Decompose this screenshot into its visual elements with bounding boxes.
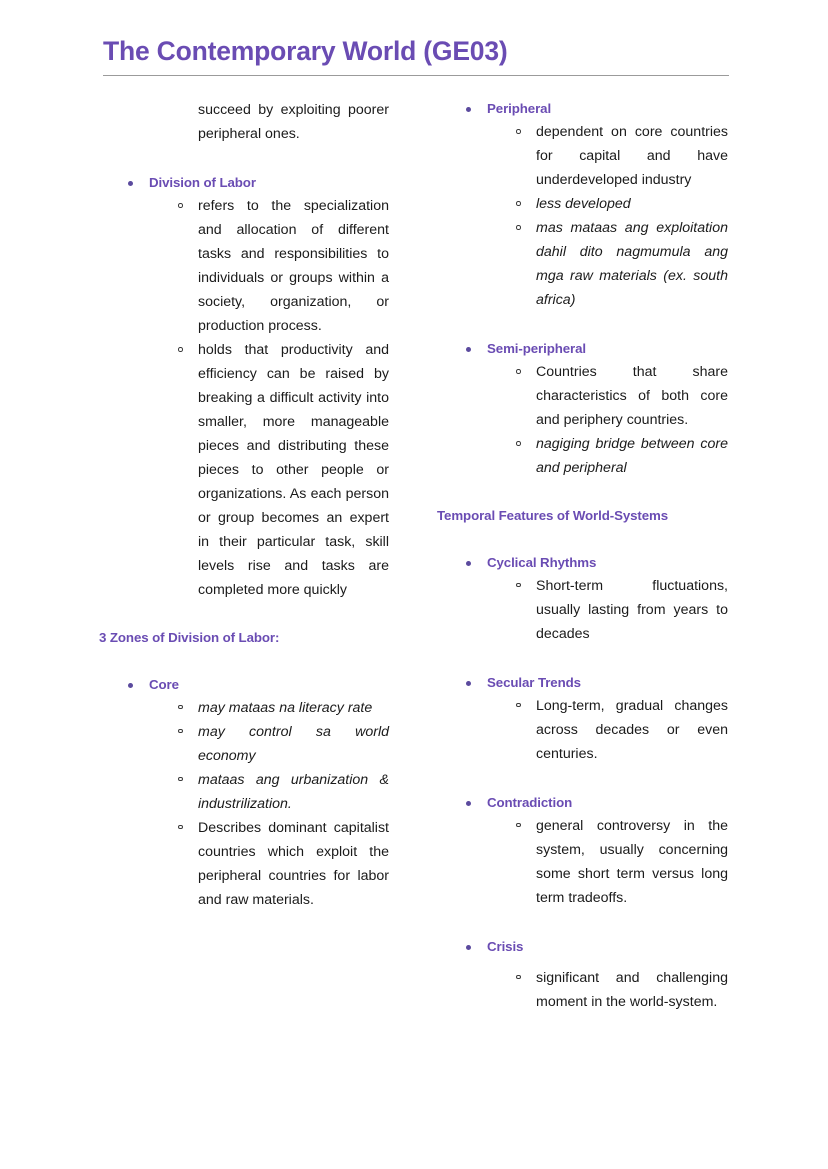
filled-bullet-icon xyxy=(466,801,471,806)
list-item xyxy=(99,194,389,338)
content-columns xyxy=(0,98,828,1014)
spacer xyxy=(99,648,389,674)
title-divider xyxy=(103,75,729,76)
hollow-bullet-icon xyxy=(178,705,183,710)
list-item-text: Long-term, gradual changes across decades or even centuries. xyxy=(536,697,728,762)
spacer xyxy=(99,146,389,172)
list-item xyxy=(437,120,728,192)
list-item-division-of-labor xyxy=(99,172,389,194)
spacer xyxy=(99,602,389,628)
page-title: The Contemporary World (GE03) xyxy=(103,36,508,66)
list-item-cyclical-rhythms xyxy=(437,552,728,574)
list-item-text: mataas ang urbanization & industrilization. xyxy=(198,771,389,812)
spacer xyxy=(437,480,728,506)
list-item xyxy=(99,696,389,720)
list-item xyxy=(437,216,728,312)
list-item-semi-peripheral xyxy=(437,338,728,360)
list-item-text: Describes dominant capitalist countries which exploit the peripheral countries for labor and raw materials. xyxy=(198,819,389,908)
list-item-label: Cyclical Rhythms xyxy=(487,554,597,570)
hollow-bullet-icon xyxy=(516,703,521,708)
section-heading-zones: 3 Zones of Division of Labor: xyxy=(99,630,280,645)
right-column xyxy=(414,98,828,1014)
hollow-bullet-icon xyxy=(516,975,521,980)
filled-bullet-icon xyxy=(466,945,471,950)
list-item-text: general controversy in the system, usually concerning some short term versus long term tradeoffs. xyxy=(536,817,728,906)
hollow-bullet-icon xyxy=(178,347,183,352)
hollow-bullet-icon xyxy=(516,225,521,230)
list-item-label: Crisis xyxy=(487,938,524,954)
hollow-bullet-icon xyxy=(516,201,521,206)
spacer xyxy=(437,526,728,552)
hollow-bullet-icon xyxy=(178,203,183,208)
hollow-bullet-icon xyxy=(516,369,521,374)
left-column xyxy=(0,98,414,1014)
list-item xyxy=(99,816,389,912)
hollow-bullet-icon xyxy=(178,777,183,782)
filled-bullet-icon xyxy=(128,683,133,688)
list-item-text: refers to the specialization and allocation of different tasks and responsibilities to individuals or groups within a society, organization, or production process. xyxy=(198,198,389,334)
filled-bullet-icon xyxy=(466,561,471,566)
list-item-label: Contradiction xyxy=(487,794,573,810)
list-item-label: Secular Trends xyxy=(487,674,581,690)
list-item-text: may control sa world economy xyxy=(198,723,389,764)
hollow-bullet-icon xyxy=(516,823,521,828)
list-item xyxy=(437,966,728,1014)
list-item-text: may mataas na literacy rate xyxy=(198,699,373,716)
filled-bullet-icon xyxy=(466,107,471,112)
spacer xyxy=(437,910,728,936)
list-item-label: Semi-peripheral xyxy=(487,341,586,356)
list-item xyxy=(99,768,389,816)
list-item xyxy=(437,432,728,480)
hollow-bullet-icon xyxy=(516,129,521,134)
list-item-label: Division of Labor xyxy=(149,175,256,190)
list-item xyxy=(99,720,389,768)
list-item-core xyxy=(99,674,389,696)
filled-bullet-icon xyxy=(128,181,133,186)
list-item-text: significant and challenging moment in the world-system. xyxy=(536,969,728,1010)
list-item-secular-trends xyxy=(437,672,728,694)
list-item-label: Core xyxy=(149,676,179,692)
section-heading-temporal-features: Temporal Features of World-Systems xyxy=(437,508,669,523)
filled-bullet-icon xyxy=(466,681,471,686)
spacer xyxy=(437,312,728,338)
document-header xyxy=(103,36,729,76)
hollow-bullet-icon xyxy=(178,825,183,830)
list-item-label: Peripheral xyxy=(487,101,552,116)
list-item xyxy=(437,574,728,646)
spacer xyxy=(437,646,728,672)
list-item xyxy=(437,360,728,432)
continuation-paragraph: succeed by exploiting poorer peripheral ones. xyxy=(198,102,389,142)
list-item xyxy=(437,192,728,216)
list-item-peripheral xyxy=(437,98,728,120)
spacer xyxy=(437,766,728,792)
list-item-text: Countries that share characteristics of both core and periphery countries. xyxy=(536,364,728,428)
list-item xyxy=(437,694,728,766)
list-item-contradiction xyxy=(437,792,728,814)
list-item-text: Short-term fluctuations, usually lasting from years to decades xyxy=(536,577,728,642)
filled-bullet-icon xyxy=(466,347,471,352)
list-item-text: holds that productivity and efficiency can be raised by breaking a difficult activity into smaller, more manageable pieces and distributing these pieces to other people or organizations. As each person or group becomes an expert in their particular task, skill levels rise and tasks are completed more quickly xyxy=(198,342,389,598)
list-item-text: nagiging bridge between core and peripheral xyxy=(536,436,728,476)
hollow-bullet-icon xyxy=(516,583,521,588)
hollow-bullet-icon xyxy=(516,441,521,446)
list-item-text: dependent on core countries for capital and have underdeveloped industry xyxy=(536,124,728,188)
list-item xyxy=(437,814,728,910)
hollow-bullet-icon xyxy=(178,729,183,734)
spacer xyxy=(437,958,728,966)
list-item xyxy=(99,338,389,602)
list-item-crisis xyxy=(437,936,728,958)
list-item-text: less developed xyxy=(536,196,631,212)
list-item-text: mas mataas ang exploitation dahil dito nagmumula ang mga raw materials (ex. south africa) xyxy=(536,220,728,308)
